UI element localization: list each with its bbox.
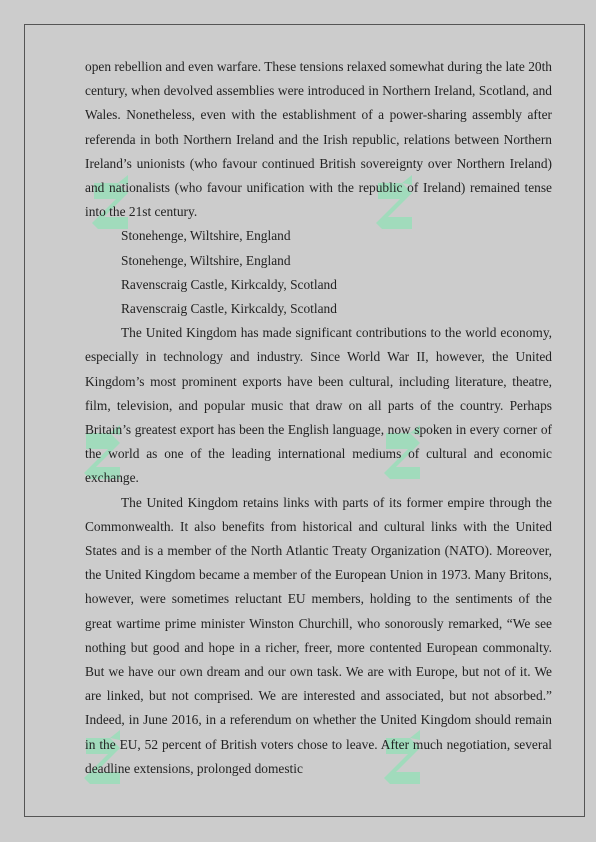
paragraph: The United Kingdom retains links with parts of its former empire through the Commonwealth. It also benefits from historical and cultural links with the United States and is a member of the North Atlantic Treaty Organization (NATO). Moreover, the United Kingdom became a member of the European Union in 1973. Many Britons, however, were sometimes reluctant EU members, holding to the sentiments of the great wartime prime minister Winston Churchill, who sonorously remarked, “We see nothing but good and hope in a richer, freer, more contented European commonalty. But we have our own dream and our own task. We are with Europe, but not of it. We are linked, but not comprised. We are interested and associated, but not absorbed.” Indeed, in June 2016, in a referendum on whether the United Kingdom should remain in the EU, 52 percent of British voters chose to leave. After much negotiation, several deadline extensions, prolonged domestic [85, 494, 552, 776]
document-body [85, 55, 552, 781]
paragraph: open rebellion and even warfare. These tensions relaxed somewhat during the late 20th century, when devolved assemblies were introduced in Northern Ireland, Scotland, and Wales. Nonetheless, even with the establishment of a power-sharing assembly after referenda in both Northern Ireland and the Irish republic, relations between Northern Ireland’s unionists (who favour continued British sovereignty over Northern Ireland) and nationalists (who favour unification with the republic of Ireland) remained tense into the 21st century. [85, 59, 552, 220]
image-caption: Ravenscraig Castle, Kirkcaldy, Scotland [121, 276, 337, 292]
paragraph: The United Kingdom has made significant contributions to the world economy, especially in technology and industry. Since World War II, however, the United Kingdom’s most prominent exports have been cultural, including literature, theatre, film, television, and popular music that draw on all parts of the country. Perhaps Britain’s greatest export has been the English language, now spoken in every corner of the world as one of the leading international mediums of cultural and economic exchange. [85, 325, 552, 486]
image-caption: Stonehenge, Wiltshire, England [121, 228, 291, 244]
image-caption: Ravenscraig Castle, Kirkcaldy, Scotland [121, 301, 337, 317]
image-caption: Stonehenge, Wiltshire, England [121, 252, 291, 268]
